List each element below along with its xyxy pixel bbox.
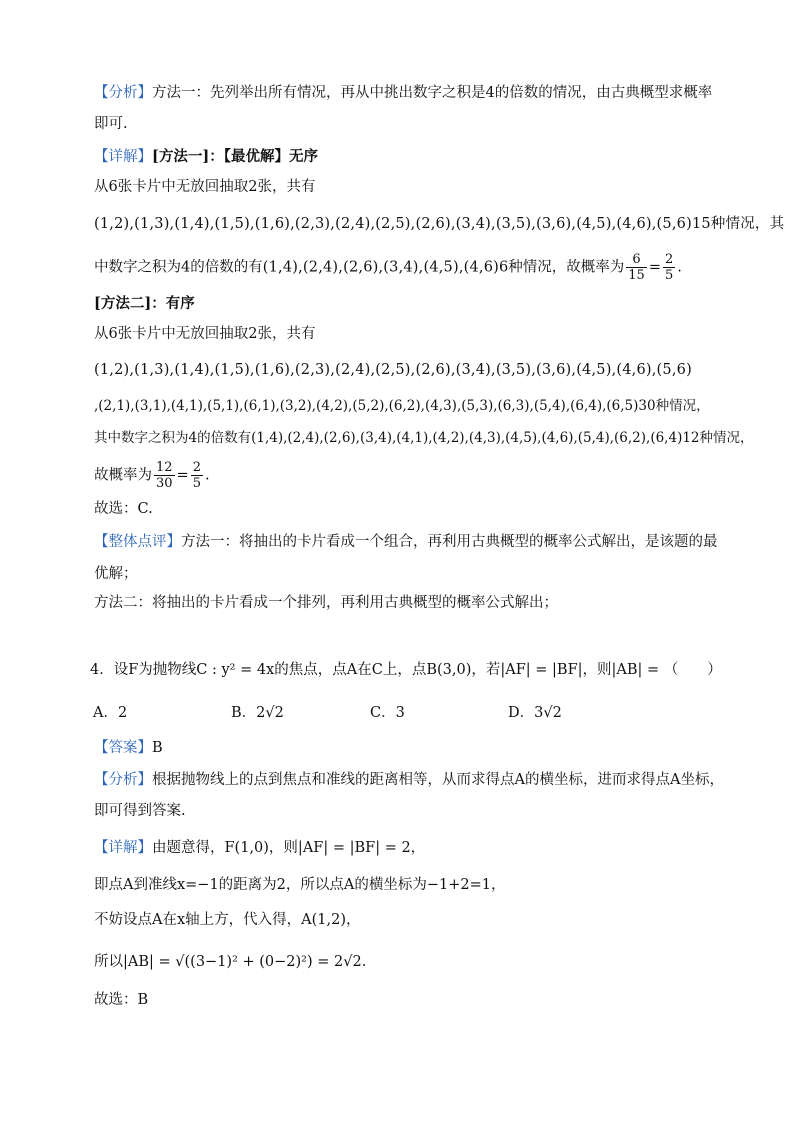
method1-mult-list: (1,4),(2,4),(2,6),(3,4),(4,5),(4,6) xyxy=(262,259,500,276)
analysis-text-line-1: 方法一：先列举出所有情况，再从中挑出数字之积是4的倍数的情况，由古典概型求概率 xyxy=(152,85,713,101)
analysis2-line-1: 【分析】根据抛物线上的点到焦点和准线的距离相等，从而求得点A的横坐标，进而求得点A坐标， xyxy=(94,772,724,788)
detail2-line-5: 故选：B xyxy=(94,992,149,1008)
analysis-paragraph xyxy=(94,82,712,104)
review-line-2: 优解； xyxy=(94,566,138,582)
method1-intro: 从6张卡片中无放回抽取2张，共有 xyxy=(94,179,316,195)
option-a: A．2 xyxy=(93,705,128,721)
method1-list: (1,2),(1,3),(1,4),(1,5),(1,6),(2,3),(2,4),(2,5),(2,6),(3,4),(3,5),(3,6),(4,5),(4,6),(5,6) xyxy=(94,216,692,232)
analysis-tag: 【分析】 xyxy=(94,772,152,788)
probability-fraction: $\frac{6}{15}$ xyxy=(628,252,645,283)
method2-intro: 从6张卡片中无放回抽取2张，共有 xyxy=(94,326,316,342)
question-4-stem: 4．设F为抛物线C : y² = 4x的焦点，点A在C上，点B(3,0)，若|AF| = |BF|，则|AB| = （ ） xyxy=(90,662,722,678)
method2-mult-line: 其中数字之积为4的倍数有(1,4),(2,4),(2,6),(3,4),(4,1),(4,2),(4,3),(4,5),(4,6),(5,4),(6,2),(6,4)12种情况， xyxy=(94,430,754,446)
method1-result-line: 中数字之积为4的倍数的有(1,4),(2,4),(2,6),(3,4),(4,5),(4,6)6种情况，故概率为 $\frac{6}{15}$ = $\frac{2}{5}$ . xyxy=(94,252,682,283)
detail2-line-3: 不妨设点A在x轴上方，代入得，A(1,2)， xyxy=(94,912,361,928)
method2-list-line-2: ,(2,1),(3,1),(4,1),(5,1),(6,1),(3,2),(4,2),(5,2),(6,2),(4,3),(5,3),(6,3),(5,4),(6,4),(6,5)30种情况， xyxy=(94,398,710,414)
detail2-line-2: 即点A到准线x=−1的距离为2，所以点A的横坐标为−1+2=1， xyxy=(94,877,506,893)
analysis-tag: 【分析】 xyxy=(94,85,152,101)
detail2-line-1: 【详解】由题意得，F(1,0)，则|AF| = |BF| = 2， xyxy=(94,840,426,856)
detail2-line-4: 所以|AB| = √((3−1)² + (0−2)²) = 2√2. xyxy=(94,954,367,970)
answer-value: B xyxy=(152,740,163,756)
method2-title: [方法二]：有序 xyxy=(94,295,195,312)
option-b: B．2√2 xyxy=(231,705,284,721)
probability-fraction: $\frac{12}{30}$ xyxy=(156,460,173,491)
method2-prob-line: 故概率为 $\frac{12}{30}$ = $\frac{2}{5}$ . xyxy=(94,460,210,491)
method1-title: [方法一]：【最优解】无序 xyxy=(152,148,318,165)
answer-tag: 【答案】 xyxy=(94,740,152,756)
review-line-1: 【整体点评】方法一：将抽出的卡片看成一个组合，再利用古典概型的概率公式解出，是该题的最 xyxy=(94,534,718,550)
detail-tag: 【详解】 xyxy=(94,149,152,165)
detail-tag: 【详解】 xyxy=(94,840,152,856)
option-d: D．3√2 xyxy=(508,705,562,721)
choice-line-q3: 故选：C. xyxy=(94,501,153,517)
review-line-3: 方法二：将抽出的卡片看成一个排列，再利用古典概型的概率公式解出； xyxy=(94,595,558,611)
probability-fraction-simplified: $\frac{2}{5}$ xyxy=(192,460,201,491)
method1-list-suffix: 15种情况，其 xyxy=(691,216,785,232)
probability-fraction-simplified: $\frac{2}{5}$ xyxy=(664,252,674,283)
detail-heading xyxy=(94,146,318,168)
method2-list-line-1: (1,2),(1,3),(1,4),(1,5),(1,6),(2,3),(2,4),(2,5),(2,6),(3,4),(3,5),(3,6),(4,5),(4,6),(5,6) xyxy=(94,362,692,378)
method1-list-line xyxy=(94,213,784,235)
method1-mult-suffix: 6种情况，故概率为 xyxy=(499,259,625,276)
answer-line xyxy=(94,737,163,759)
option-c: C．3 xyxy=(370,705,405,721)
review-tag: 【整体点评】 xyxy=(94,534,181,550)
analysis-text-line-2: 即可. xyxy=(94,116,128,132)
analysis2-line-2: 即可得到答案. xyxy=(94,803,186,819)
method1-mult-prefix: 中数字之积为4的倍数的有 xyxy=(94,259,263,276)
